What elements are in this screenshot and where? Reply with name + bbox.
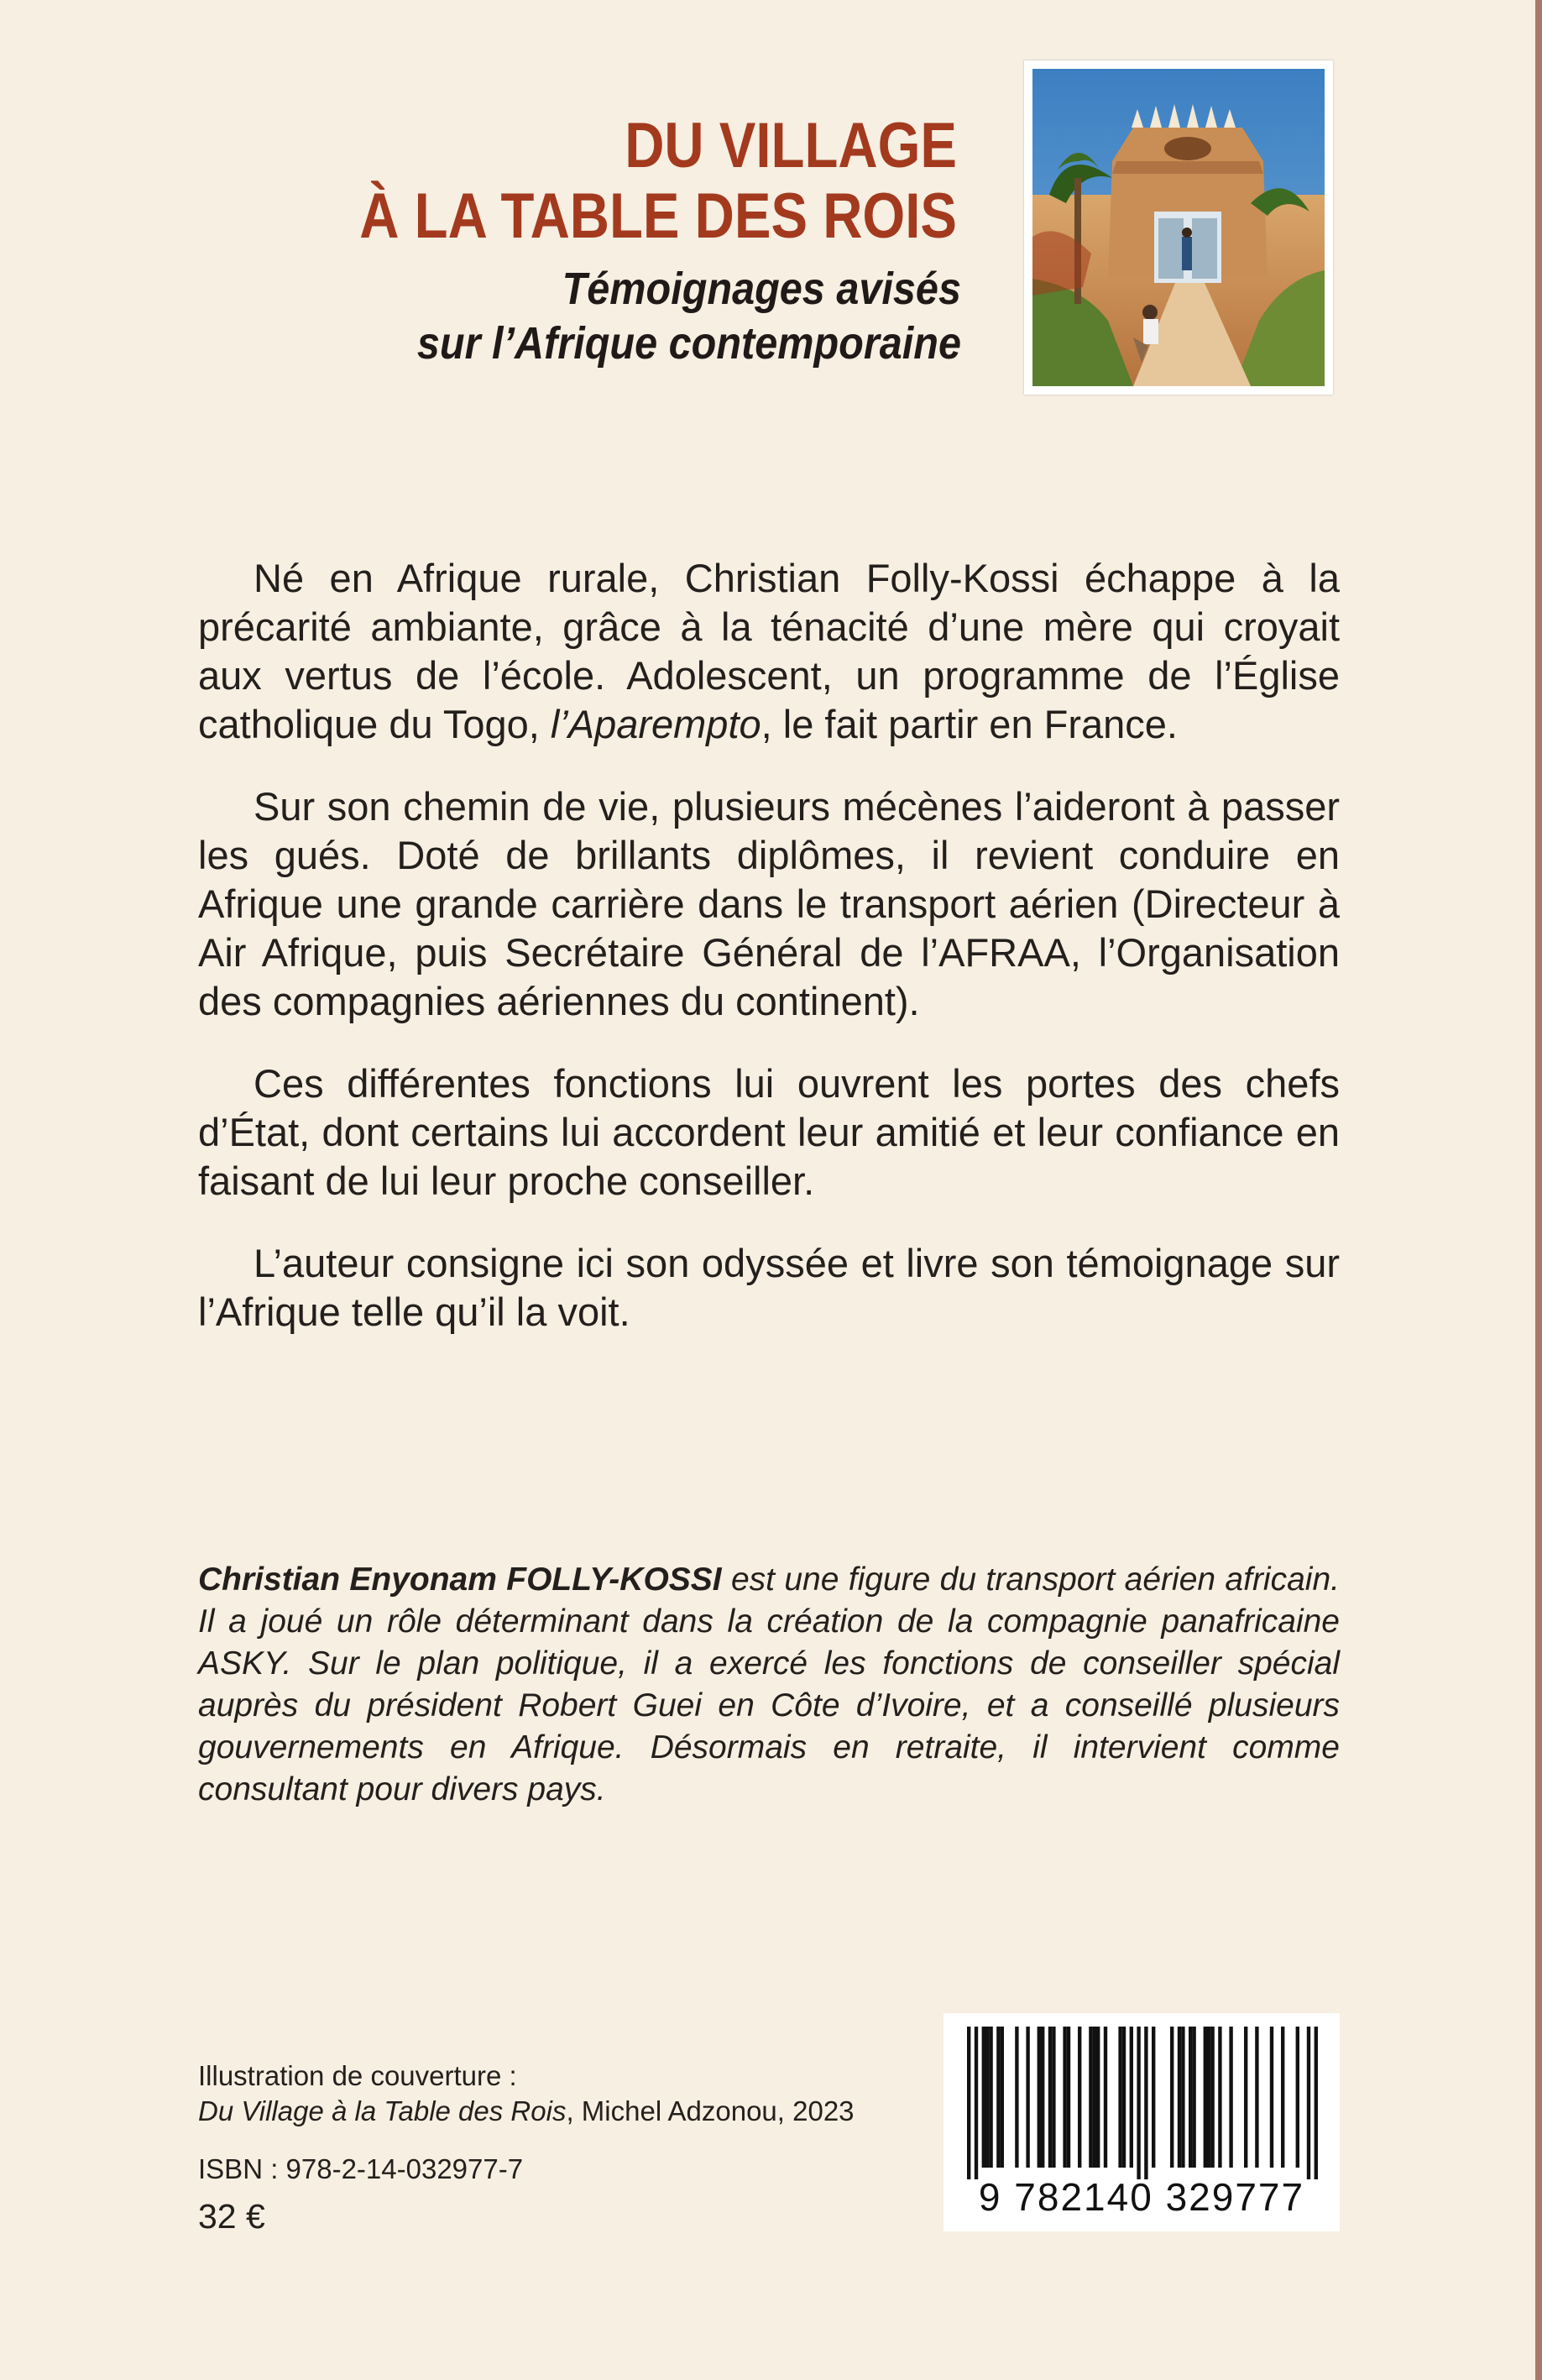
barcode-bar (985, 2027, 989, 2168)
barcode-bar (1104, 2027, 1107, 2168)
author-name: Christian Enyonam FOLLY-KOSSI (198, 1561, 722, 1598)
barcode-bar (989, 2027, 992, 2168)
summary-paragraph-1: Né en Afrique rurale, Christian Folly-Kossi échappe à la précarité ambiante, grâce à la ténacité d’une mère qui croyait aux vertus de l’école. Adolescent, un programme de l’Église catholique du Togo, l’Aparempto, le fait partir en France. (198, 556, 1340, 746)
barcode-bar (967, 2027, 970, 2179)
cover-illustration (1024, 60, 1333, 395)
barcode-bar (1001, 2027, 1004, 2168)
barcode-bar (1089, 2027, 1092, 2168)
barcode-bar (1181, 2027, 1184, 2168)
author-bio (198, 1559, 1340, 1811)
barcode-bar (1255, 2027, 1258, 2168)
summary-paragraph-3: Ces différentes fonctions lui ouvrent les portes des chefs d’État, dont certains lui accordent leur amitié et leur confiance en faisant de lui leur proche conseiller. (198, 1061, 1340, 1203)
barcode-bar (1041, 2027, 1044, 2168)
credits-artist-year: , Michel Adzonou, 2023 (566, 2095, 855, 2126)
barcode-bar (1015, 2027, 1018, 2168)
barcode-bar (1229, 2027, 1232, 2168)
barcode-bar (1048, 2027, 1052, 2168)
barcode-bar (975, 2027, 978, 2179)
barcode-bar (1130, 2027, 1133, 2168)
barcode-bar (1052, 2027, 1055, 2168)
summary-paragraph-4: L’auteur consigne ici son odyssée et livre son témoignage sur l’Afrique telle qu’il la voit. (198, 1241, 1340, 1334)
isbn: ISBN : 978-2-14-032977-7 (198, 2153, 524, 2184)
barcode-bar (1170, 2027, 1173, 2168)
barcode-bar (1152, 2027, 1155, 2168)
barcode-bar (982, 2027, 985, 2168)
barcode-bar (1315, 2027, 1318, 2179)
barcode-bar (1189, 2027, 1192, 2168)
barcode-bar (1122, 2027, 1126, 2168)
subtitle-line-1: Témoignages avisés (562, 264, 961, 314)
credits-work-title: Du Village à la Table des Rois (198, 2095, 567, 2126)
barcode-bar (1204, 2027, 1207, 2168)
barcode-bar (1137, 2027, 1140, 2179)
barcode-bar (1296, 2027, 1299, 2168)
barcode-bar (1210, 2027, 1214, 2168)
barcode-bar (1192, 2027, 1195, 2168)
author-bio-text: est une figure du transport aérien africain. Il a joué un rôle déterminant dans la création de la compagnie panafricaine ASKY. Sur le plan politique, il a exercé les fonctions de conseiller spécial auprès du président Robert Guei en Côte d’Ivoire, et a conseillé plusieurs gouvernements en Afrique. Désormais en retraite, il intervient comme consultant pour divers pays. (198, 1561, 1340, 1807)
program-name: l’Aparempto (550, 702, 761, 746)
barcode-digits: 9 782140 329777 (978, 2175, 1305, 2219)
barcode-bar (1270, 2027, 1273, 2168)
barcode-bar (1067, 2027, 1070, 2168)
barcode-bar (1178, 2027, 1181, 2168)
summary-paragraph-2: Sur son chemin de vie, plusieurs mécènes l’aideront à passer les gués. Doté de brillants diplômes, il revient conduire en Afrique une grande carrière dans le transport aérien (Directeur à Air Afrique, puis Secrétaire Général de l’AFRAA, l’Organisation des compagnies aériennes du continent). (198, 784, 1340, 1023)
price: 32 € (198, 2197, 265, 2236)
summary-text (198, 554, 1340, 1370)
barcode-bar (1078, 2027, 1081, 2168)
barcode-bar (1244, 2027, 1247, 2168)
title-line-2: À LA TABLE DES ROIS (359, 180, 957, 252)
barcode-bar (1063, 2027, 1066, 2168)
title-line-1: DU VILLAGE (625, 110, 957, 181)
book-title (307, 111, 957, 252)
subtitle-line-2: sur l’Afrique contemporaine (416, 318, 961, 369)
barcode-bar (1218, 2027, 1221, 2168)
barcode-bar (1307, 2027, 1310, 2179)
credits-label: Illustration de couverture : (198, 2060, 517, 2091)
barcode-bar (1038, 2027, 1041, 2168)
book-subtitle (323, 262, 962, 371)
barcode-bar (996, 2027, 1000, 2168)
barcode-bar (1093, 2027, 1096, 2168)
painting-village-gate-icon (1032, 69, 1325, 386)
barcode-bar (1144, 2027, 1147, 2179)
credits-line (198, 2094, 954, 2129)
spine-edge (1535, 0, 1542, 2380)
barcode-bar (1026, 2027, 1029, 2168)
barcode-bar (1281, 2027, 1284, 2168)
barcode-bar (1207, 2027, 1210, 2168)
illustration-credits (198, 2058, 954, 2129)
barcode-bars (943, 2013, 1340, 2181)
barcode-bar (1118, 2027, 1121, 2168)
barcode-bar (1096, 2027, 1100, 2168)
barcode (943, 2013, 1340, 2231)
